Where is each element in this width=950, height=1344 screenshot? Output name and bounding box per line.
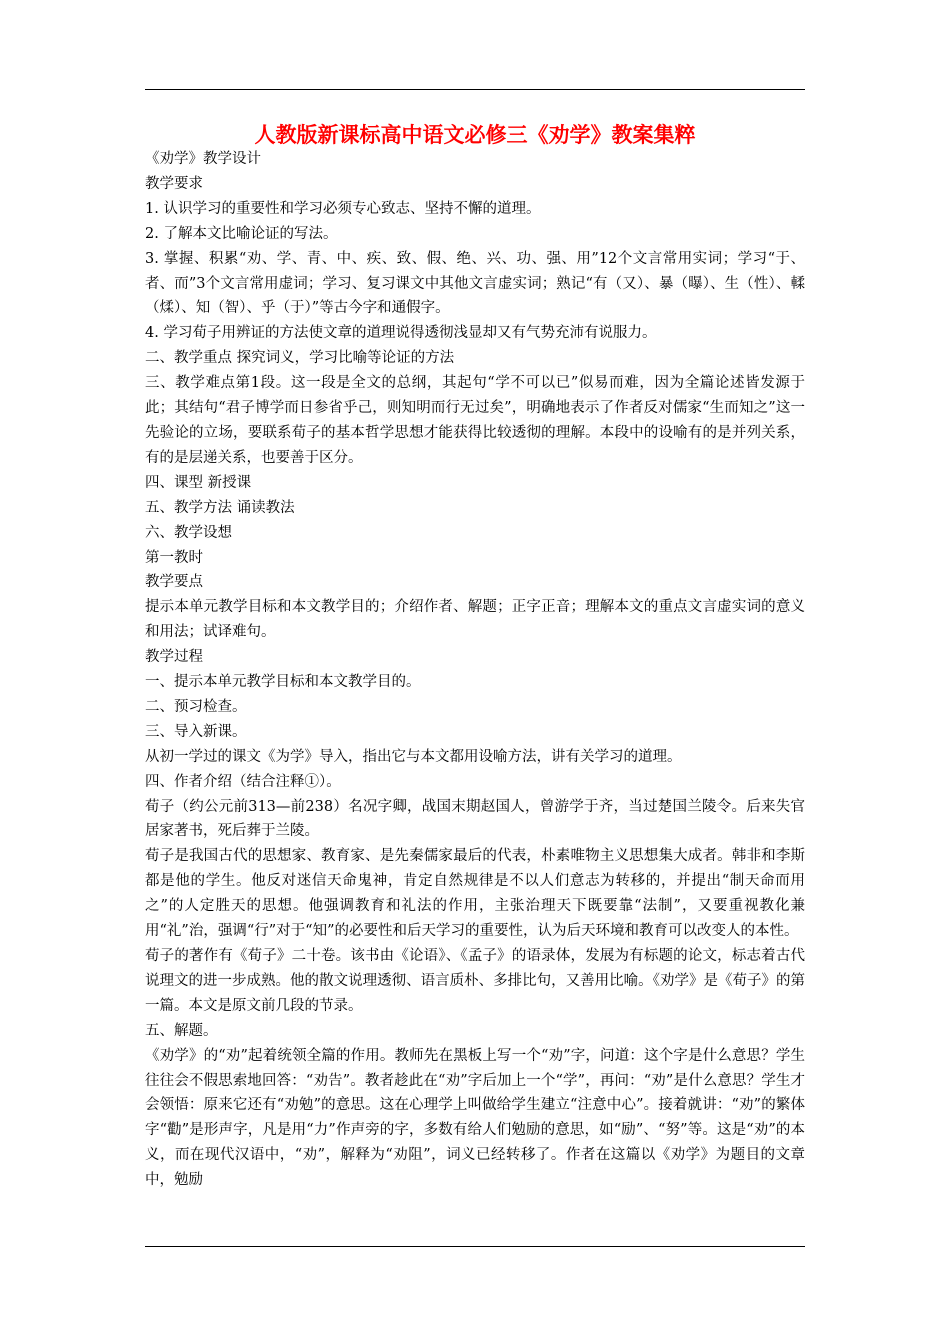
document-body (145, 147, 805, 1193)
document-title: 人教版新课标高中语文必修三《劝学》教案集粹 (254, 123, 696, 147)
paragraph: 二、教学重点 探究词义，学习比喻等论证的方法 (145, 350, 455, 367)
paragraph: 三、导入新课。 (145, 723, 247, 740)
paragraph: 3. 掌握、积累“劝、学、青、中、疾、致、假、绝、兴、功、强、用”12个文言常用实词；学习“于、者、而”3个文言常用虚词；学习、复习课文中其他文言虚实词；熟记“有（又）、暴（曝）、生（性）、輮（煣）、知（智）、乎（于）”等古今字和通假字。 (145, 250, 805, 317)
paragraph: 第一教时 (145, 549, 203, 566)
paragraph: 2. 了解本文比喻论证的写法。 (145, 225, 338, 242)
paragraph: 4. 学习荀子用辨证的方法使文章的道理说得透彻浅显却又有气势充沛有说服力。 (145, 325, 657, 342)
paragraph: 一、提示本单元教学目标和本文教学目的。 (145, 674, 421, 691)
header-rule (145, 89, 805, 90)
paragraph: 《劝学》教学设计 (145, 151, 261, 167)
paragraph: 荀子（约公元前313—前238）名况字卿，战国末期赵国人，曾游学于齐，当过楚国兰陵令。后来失官居家著书，死后葬于兰陵。 (145, 798, 805, 840)
paragraph: 教学要点 (145, 574, 203, 591)
paragraph: 五、教学方法 诵读教法 (145, 499, 295, 516)
paragraph: 从初一学过的课文《为学》导入，指出它与本文都用设喻方法，讲有关学习的道理。 (145, 748, 682, 765)
paragraph: 荀子是我国古代的思想家、教育家、是先秦儒家最后的代表，朴素唯物主义思想集大成者。韩非和李斯都是他的学生。他反对迷信天命鬼神，肯定自然规律是不以人们意志为转移的，并提出“制天命而用之”的人定胜天的思想。他强调教育和礼法的作用，主张治理天下既要靠“法制”，又要重视教化兼用“礼”治，强调“行”对于“知”的必要性和后天学习的重要性，认为后天环境和教育可以改变人的本性。 (145, 848, 805, 940)
paragraph: 二、预习检查。 (145, 698, 247, 715)
paragraph: 教学要求 (145, 175, 203, 192)
paragraph: 三、教学难点第1段。这一段是全文的总纲，其起句“学不可以已”似易而难，因为全篇论述皆发源于此；其结句“君子博学而日参省乎己，则知明而行无过矣”，明确地表示了作者反对儒家“生而知之”这一先验论的立场，要联系荀子的基本哲学思想才能获得比较透彻的理解。本段中的设喻有的是并列关系，有的是层递关系，也要善于区分。 (145, 375, 805, 466)
paragraph: 五、解题。 (145, 1022, 218, 1039)
paragraph: 《劝学》的“劝”起着统领全篇的作用。教师先在黑板上写一个“劝”字，问道：这个字是什么意思？学生往往会不假思索地回答：“劝告”。教者趁此在“劝”字后加上一个“学”，再问：“劝”是什么意思？学生才会领悟：原来它还有“劝勉”的意思。这在心理学上叫做给学生建立“注意中心”。接着就讲：“劝”的繁体字“勸”是形声字，凡是用“力”作声旁的字，多数有给人们勉励的意思，如“励”、“努”等。这是“劝”的本义，而在现代汉语中，“劝”，解释为“劝阻”，词义已经转移了。作者在这篇以《劝学》为题目的文章中，勉励 (145, 1047, 805, 1189)
footer-rule (145, 1246, 805, 1247)
paragraph: 1. 认识学习的重要性和学习必须专心致志、坚持不懈的道理。 (145, 200, 541, 217)
paragraph: 教学过程 (145, 649, 203, 666)
paragraph: 四、课型 新授课 (145, 474, 252, 491)
paragraph: 四、作者介绍（结合注释①）。 (145, 773, 341, 790)
paragraph: 六、教学设想 (145, 524, 232, 541)
paragraph: 荀子的著作有《荀子》二十卷。该书由《论语》、《孟子》的语录体，发展为有标题的论文，标志着古代说理文的进一步成熟。他的散文说理透彻、语言质朴、多排比句，又善用比喻。《劝学》是《荀子》的第一篇。本文是原文前几段的节录。 (145, 948, 805, 1014)
paragraph: 提示本单元教学目标和本文教学目的；介绍作者、解题；正字正音；理解本文的重点文言虚实词的意义和用法；试译难句。 (145, 599, 805, 641)
